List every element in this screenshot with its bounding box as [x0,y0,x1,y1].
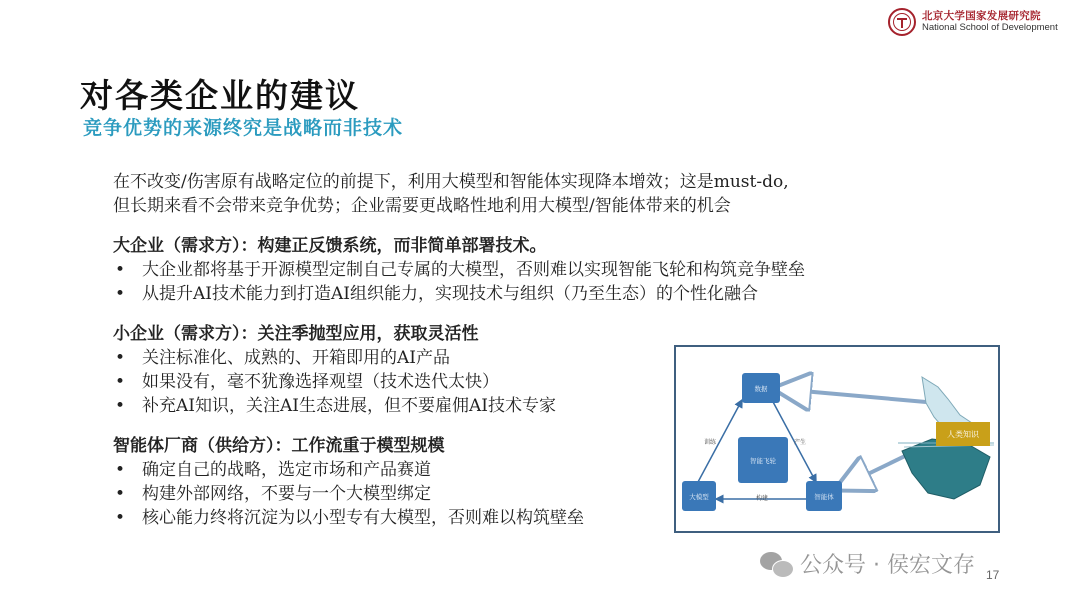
list-item: • 核心能力终将沉淀为以小型专有大模型，否则难以构筑壁垒 [113,506,943,530]
wechat-icon [760,550,794,578]
section-heading-small-enterprise: 小企业（需求方）：关注季抛型应用，获取灵活性 [113,324,479,344]
watermark-text: 公众号 · 侯宏文存 [800,553,975,578]
slide-subtitle: 竞争优势的来源终究是战略而非技术 [83,117,404,139]
list-item: • 从提升AI技术能力到打造AI组织能力，实现技术与组织（乃至生态）的个性化融合 [113,282,943,306]
arrow-knowledge-to-data [780,389,926,402]
node-flywheel: 智能飞轮 [738,437,788,483]
edge-label-train: 训练 [704,439,717,446]
list-item: • 确定自己的战略，选定市场和产品赛道 [113,458,943,482]
list-item: • 构建外部网络，不要与一个大模型绑定 [113,482,943,506]
section-heading-agent-vendor: 智能体厂商（供给方）：工作流重于模型规模 [113,436,445,456]
intro-line-1: 在不改变/伤害原有战略定位的前提下，利用大模型和智能体实现降本增效；这是must-do, [113,172,789,192]
slide-title: 对各类企业的建议 [80,76,360,115]
page-number: 17 [986,568,1000,582]
iceberg-lower [902,439,990,499]
wechat-watermark [760,548,975,579]
section-heading-large-enterprise: 大企业（需求方）：构建正反馈系统，而非简单部署技术。 [113,236,547,256]
node-data: 数据 [742,373,780,403]
institution-logo [888,8,1058,36]
list-item: • 大企业都将基于开源模型定制自己专属的大模型，否则难以实现智能飞轮和构筑竞争壁垒 [113,258,943,282]
logo-english-name: National School of Development [922,22,1058,33]
pku-seal-icon [888,8,916,36]
list-item: • 如果没有，毫不犹豫选择观望（技术迭代太快） [113,370,943,394]
list-item: • 补充AI知识，关注AI生态进展，但不要雇佣AI技术专家 [113,394,943,418]
flywheel-diagram [674,345,1000,533]
edge-label-produce: 产生 [794,439,807,446]
intro-line-2: 但长期来看不会带来竞争优势；企业需要更战略性地利用大模型/智能体带来的机会 [113,196,731,216]
human-knowledge-label: 人类知识 [936,422,990,446]
list-item: • 关注标准化、成熟的、开箱即用的AI产品 [113,346,943,370]
node-model: 大模型 [682,481,716,511]
node-agent: 智能体 [806,481,842,511]
bullet-list-large-enterprise [113,258,943,306]
logo-chinese-name: 北京大学国家发展研究院 [922,10,1041,22]
edge-label-build: 构建 [756,495,769,502]
